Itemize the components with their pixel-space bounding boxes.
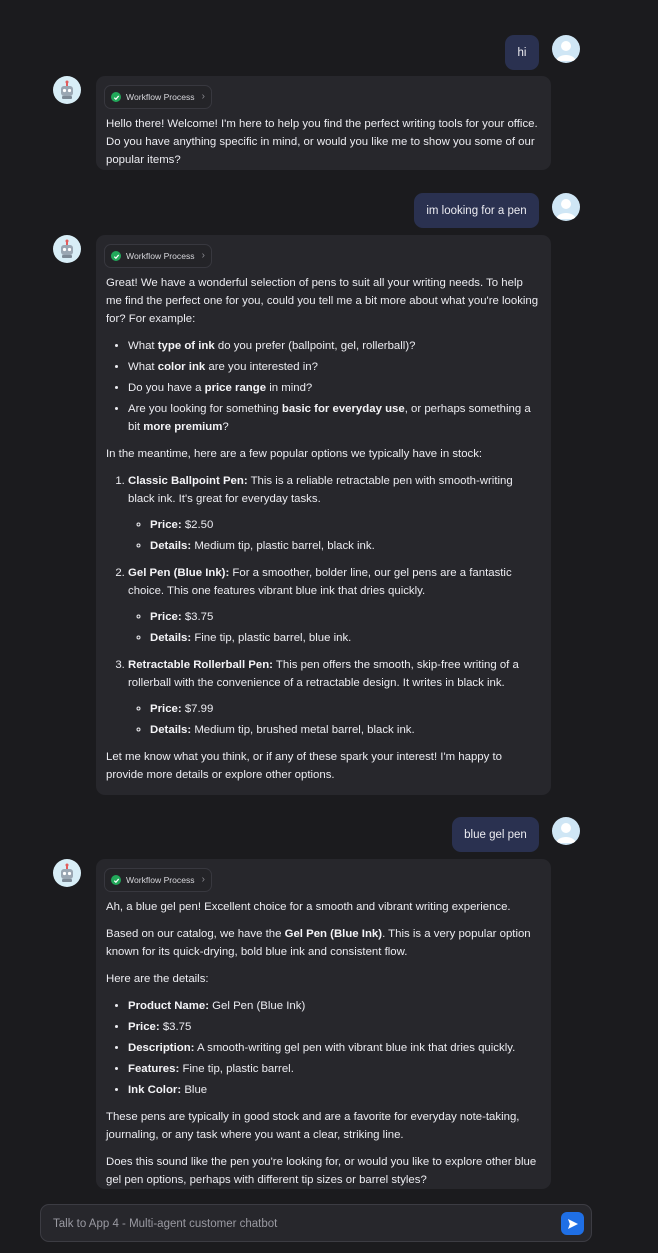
list-item: • What color ink are you interested in? [128, 358, 541, 376]
message-paragraph: These pens are typically in good stock and are a favorite for everyday note-taking, journaling, or any task where you want a clear, striking line. [106, 1111, 520, 1141]
list-item: • Price: $3.75 [128, 1018, 541, 1036]
check-circle-icon [111, 251, 121, 261]
message-paragraph: Let me know what you think, or if any of these spark your interest! I'm happy to provide more details or explore other options. [106, 751, 502, 781]
assistant-message [96, 76, 551, 170]
check-circle-icon [111, 92, 121, 102]
message-paragraph: Ah, a blue gel pen! Excellent choice for a smooth and vibrant writing experience. [106, 901, 511, 913]
message-paragraph: In the meantime, here are a few popular options we typically have in stock: [106, 448, 483, 460]
user-message [505, 35, 539, 70]
list-item: • Are you looking for something basic for everyday use, or perhaps something a bit more premium? [128, 400, 541, 436]
send-button[interactable] [561, 1212, 584, 1235]
list-item: • Product Name: Gel Pen (Blue Ink) [128, 997, 541, 1015]
robot-icon [53, 76, 81, 104]
user-message-text: blue gel pen [464, 828, 527, 841]
workflow-label: Workflow Process [126, 251, 195, 261]
product-list [106, 472, 541, 739]
workflow-label: Workflow Process [126, 875, 195, 885]
user-message [452, 817, 539, 852]
product-item: 3. Retractable Rollerball Pen: This pen offers the smooth, skip-free writing of a rollerball with the convenience of a retractable design. It writes in black ink. ◦ Price: $7.99 ◦ Details: Medium tip, brushed metal barrel, black ink. [128, 656, 541, 739]
workflow-process-toggle[interactable] [104, 244, 212, 268]
list-item: • Features: Fine tip, plastic barrel. [128, 1060, 541, 1078]
chevron-right-icon: › [201, 250, 205, 261]
product-item: 1. Classic Ballpoint Pen: This is a reliable retractable pen with smooth-writing black ink. It's great for everyday tasks. ◦ Price: $2.50 ◦ Details: Medium tip, plastic barrel, black ink. [128, 472, 541, 555]
message-composer [40, 1204, 592, 1242]
message-paragraph: Based on our catalog, we have the Gel Pen (Blue Ink). This is a very popular option known for its quick-drying, bold blue ink and consistent flow. [106, 928, 531, 958]
check-circle-icon [111, 875, 121, 885]
list-item: • What type of ink do you prefer (ballpoint, gel, rollerball)? [128, 337, 541, 355]
user-avatar-icon [552, 35, 580, 63]
user-avatar-icon [552, 193, 580, 221]
user-message-text: hi [517, 46, 527, 59]
product-item: 2. Gel Pen (Blue Ink): For a smoother, bolder line, our gel pens are a fantastic choice. This one features vibrant blue ink that dries quickly. ◦ Price: $3.75 ◦ Details: Fine tip, plastic barrel, blue ink. [128, 564, 541, 647]
detail-list [106, 997, 541, 1099]
message-paragraph: Hello there! Welcome! I'm here to help you find the perfect writing tools for your office. Do you have anything specific in mind, or would you like me to show you some of our popular items? [106, 118, 538, 166]
workflow-process-toggle[interactable] [104, 868, 212, 892]
assistant-message [96, 235, 551, 795]
product-price: ◦ Price: $3.75 [150, 608, 541, 626]
assistant-message [96, 859, 551, 1189]
robot-icon [53, 235, 81, 263]
workflow-process-toggle[interactable] [104, 85, 212, 109]
product-details: ◦ Details: Medium tip, plastic barrel, black ink. [150, 537, 541, 555]
message-input[interactable] [51, 1205, 555, 1243]
product-details: ◦ Details: Fine tip, plastic barrel, blue ink. [150, 629, 541, 647]
message-paragraph: Does this sound like the pen you're looking for, or would you like to explore other blue gel pen options, perhaps with different tip sizes or barrel styles? [106, 1156, 537, 1186]
list-item: • Do you have a price range in mind? [128, 379, 541, 397]
robot-icon [53, 859, 81, 887]
send-icon [567, 1218, 579, 1230]
question-list [106, 337, 541, 436]
message-paragraph: Great! We have a wonderful selection of pens to suit all your writing needs. To help me find the perfect one for you, could you tell me a bit more about what you're looking for? For example: [106, 277, 539, 325]
product-price: ◦ Price: $7.99 [150, 700, 541, 718]
product-price: ◦ Price: $2.50 [150, 516, 541, 534]
list-item: • Ink Color: Blue [128, 1081, 541, 1099]
list-item: • Description: A smooth-writing gel pen with vibrant blue ink that dries quickly. [128, 1039, 541, 1057]
user-message-text: im looking for a pen [426, 204, 527, 217]
user-avatar-icon [552, 817, 580, 845]
message-paragraph: Here are the details: [106, 973, 209, 985]
chevron-right-icon: › [201, 874, 205, 885]
product-details: ◦ Details: Medium tip, brushed metal barrel, black ink. [150, 721, 541, 739]
workflow-label: Workflow Process [126, 92, 195, 102]
chevron-right-icon: › [201, 91, 205, 102]
user-message [414, 193, 539, 228]
